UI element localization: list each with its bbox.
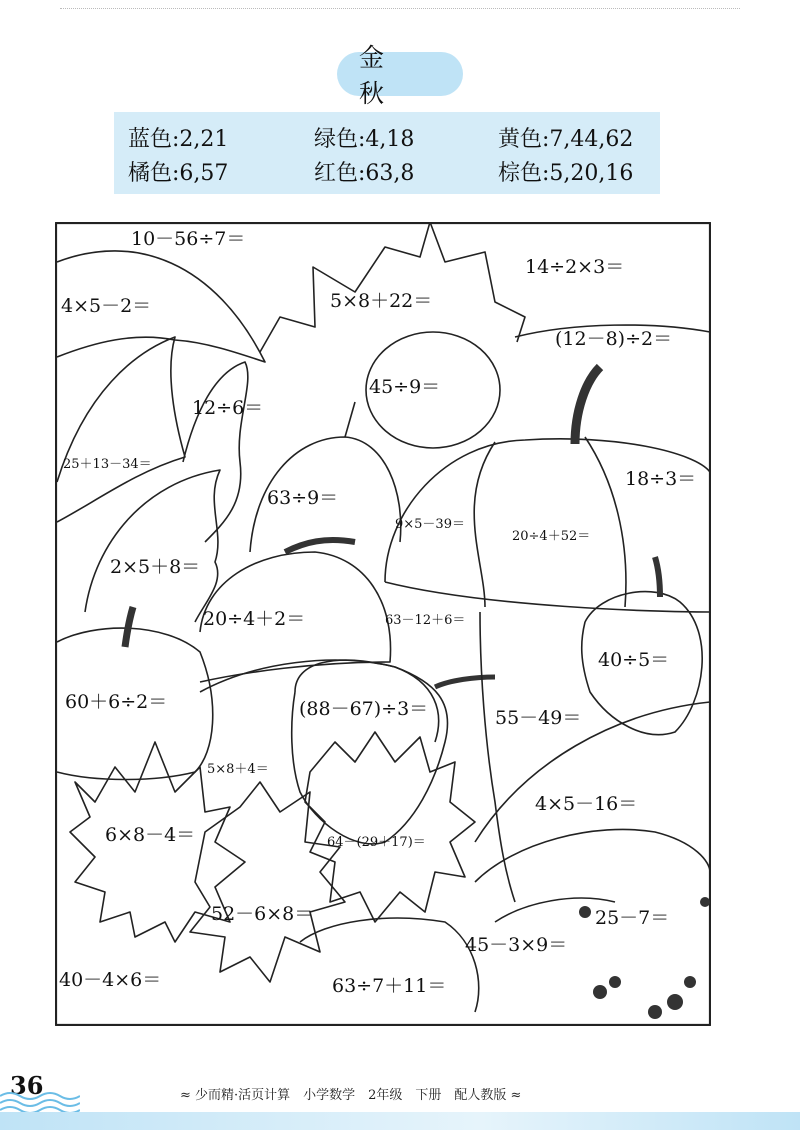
problem-27: 40－4×6＝ xyxy=(59,969,162,991)
page-title: 金 秋 xyxy=(337,52,463,96)
problem-11: 9×5－39＝ xyxy=(395,517,465,532)
problem-25: 25－7＝ xyxy=(595,907,670,929)
coloring-picture xyxy=(55,222,711,1026)
legend-item-blue: 蓝色:2,21 xyxy=(128,127,229,152)
top-dotted-rule xyxy=(60,8,740,9)
problem-17: 60＋6÷2＝ xyxy=(65,691,168,713)
problem-21: 4×5－16＝ xyxy=(535,793,638,815)
problem-28: 63÷7＋11＝ xyxy=(332,975,447,997)
problem-16: 40÷5＝ xyxy=(598,649,670,671)
bottom-color-strip xyxy=(0,1112,800,1130)
problem-2: 14÷2×3＝ xyxy=(525,256,625,278)
problem-14: 20÷4＋2＝ xyxy=(203,608,306,630)
legend-item-orange: 橘色:6,57 xyxy=(128,161,229,186)
legend-item-brown: 棕色:5,20,16 xyxy=(498,161,634,186)
problem-19: 55－49＝ xyxy=(495,707,582,729)
footer-book-info: ≈ 少而精·活页计算 小学数学 2年级 下册 配人教版 ≈ xyxy=(180,1088,522,1103)
legend-item-red: 红色:63,8 xyxy=(314,161,415,186)
problem-13: 2×5＋8＝ xyxy=(110,556,201,578)
problem-22: 6×8－4＝ xyxy=(105,824,196,846)
problem-9: 63÷9＝ xyxy=(267,487,339,509)
problem-7: 12÷6＝ xyxy=(192,397,264,419)
page-number: 36 xyxy=(10,1071,44,1100)
legend-item-green: 绿色:4,18 xyxy=(314,127,415,152)
problem-10: 18÷3＝ xyxy=(625,468,697,490)
problem-1: 10－56÷7＝ xyxy=(131,228,246,250)
problem-18: (88－67)÷3＝ xyxy=(299,698,429,720)
problem-3: 4×5－2＝ xyxy=(61,295,152,317)
problem-8: 25＋13－34＝ xyxy=(63,457,152,472)
problem-24: 52－6×8＝ xyxy=(211,903,314,925)
problem-23: 64－(29＋17)＝ xyxy=(327,835,426,850)
legend-item-yellow: 黄色:7,44,62 xyxy=(498,127,634,152)
color-legend xyxy=(114,112,660,194)
problem-15: 63－12＋6＝ xyxy=(385,613,466,628)
problem-6: 45÷9＝ xyxy=(369,376,441,398)
problem-5: (12－8)÷2＝ xyxy=(555,328,673,350)
problem-20: 5×8＋4＝ xyxy=(207,762,269,777)
problem-26: 45－3×9＝ xyxy=(465,934,568,956)
wave-decoration-icon xyxy=(0,1090,80,1112)
problem-4: 5×8＋22＝ xyxy=(330,290,433,312)
problem-12: 20÷4＋52＝ xyxy=(512,529,591,544)
